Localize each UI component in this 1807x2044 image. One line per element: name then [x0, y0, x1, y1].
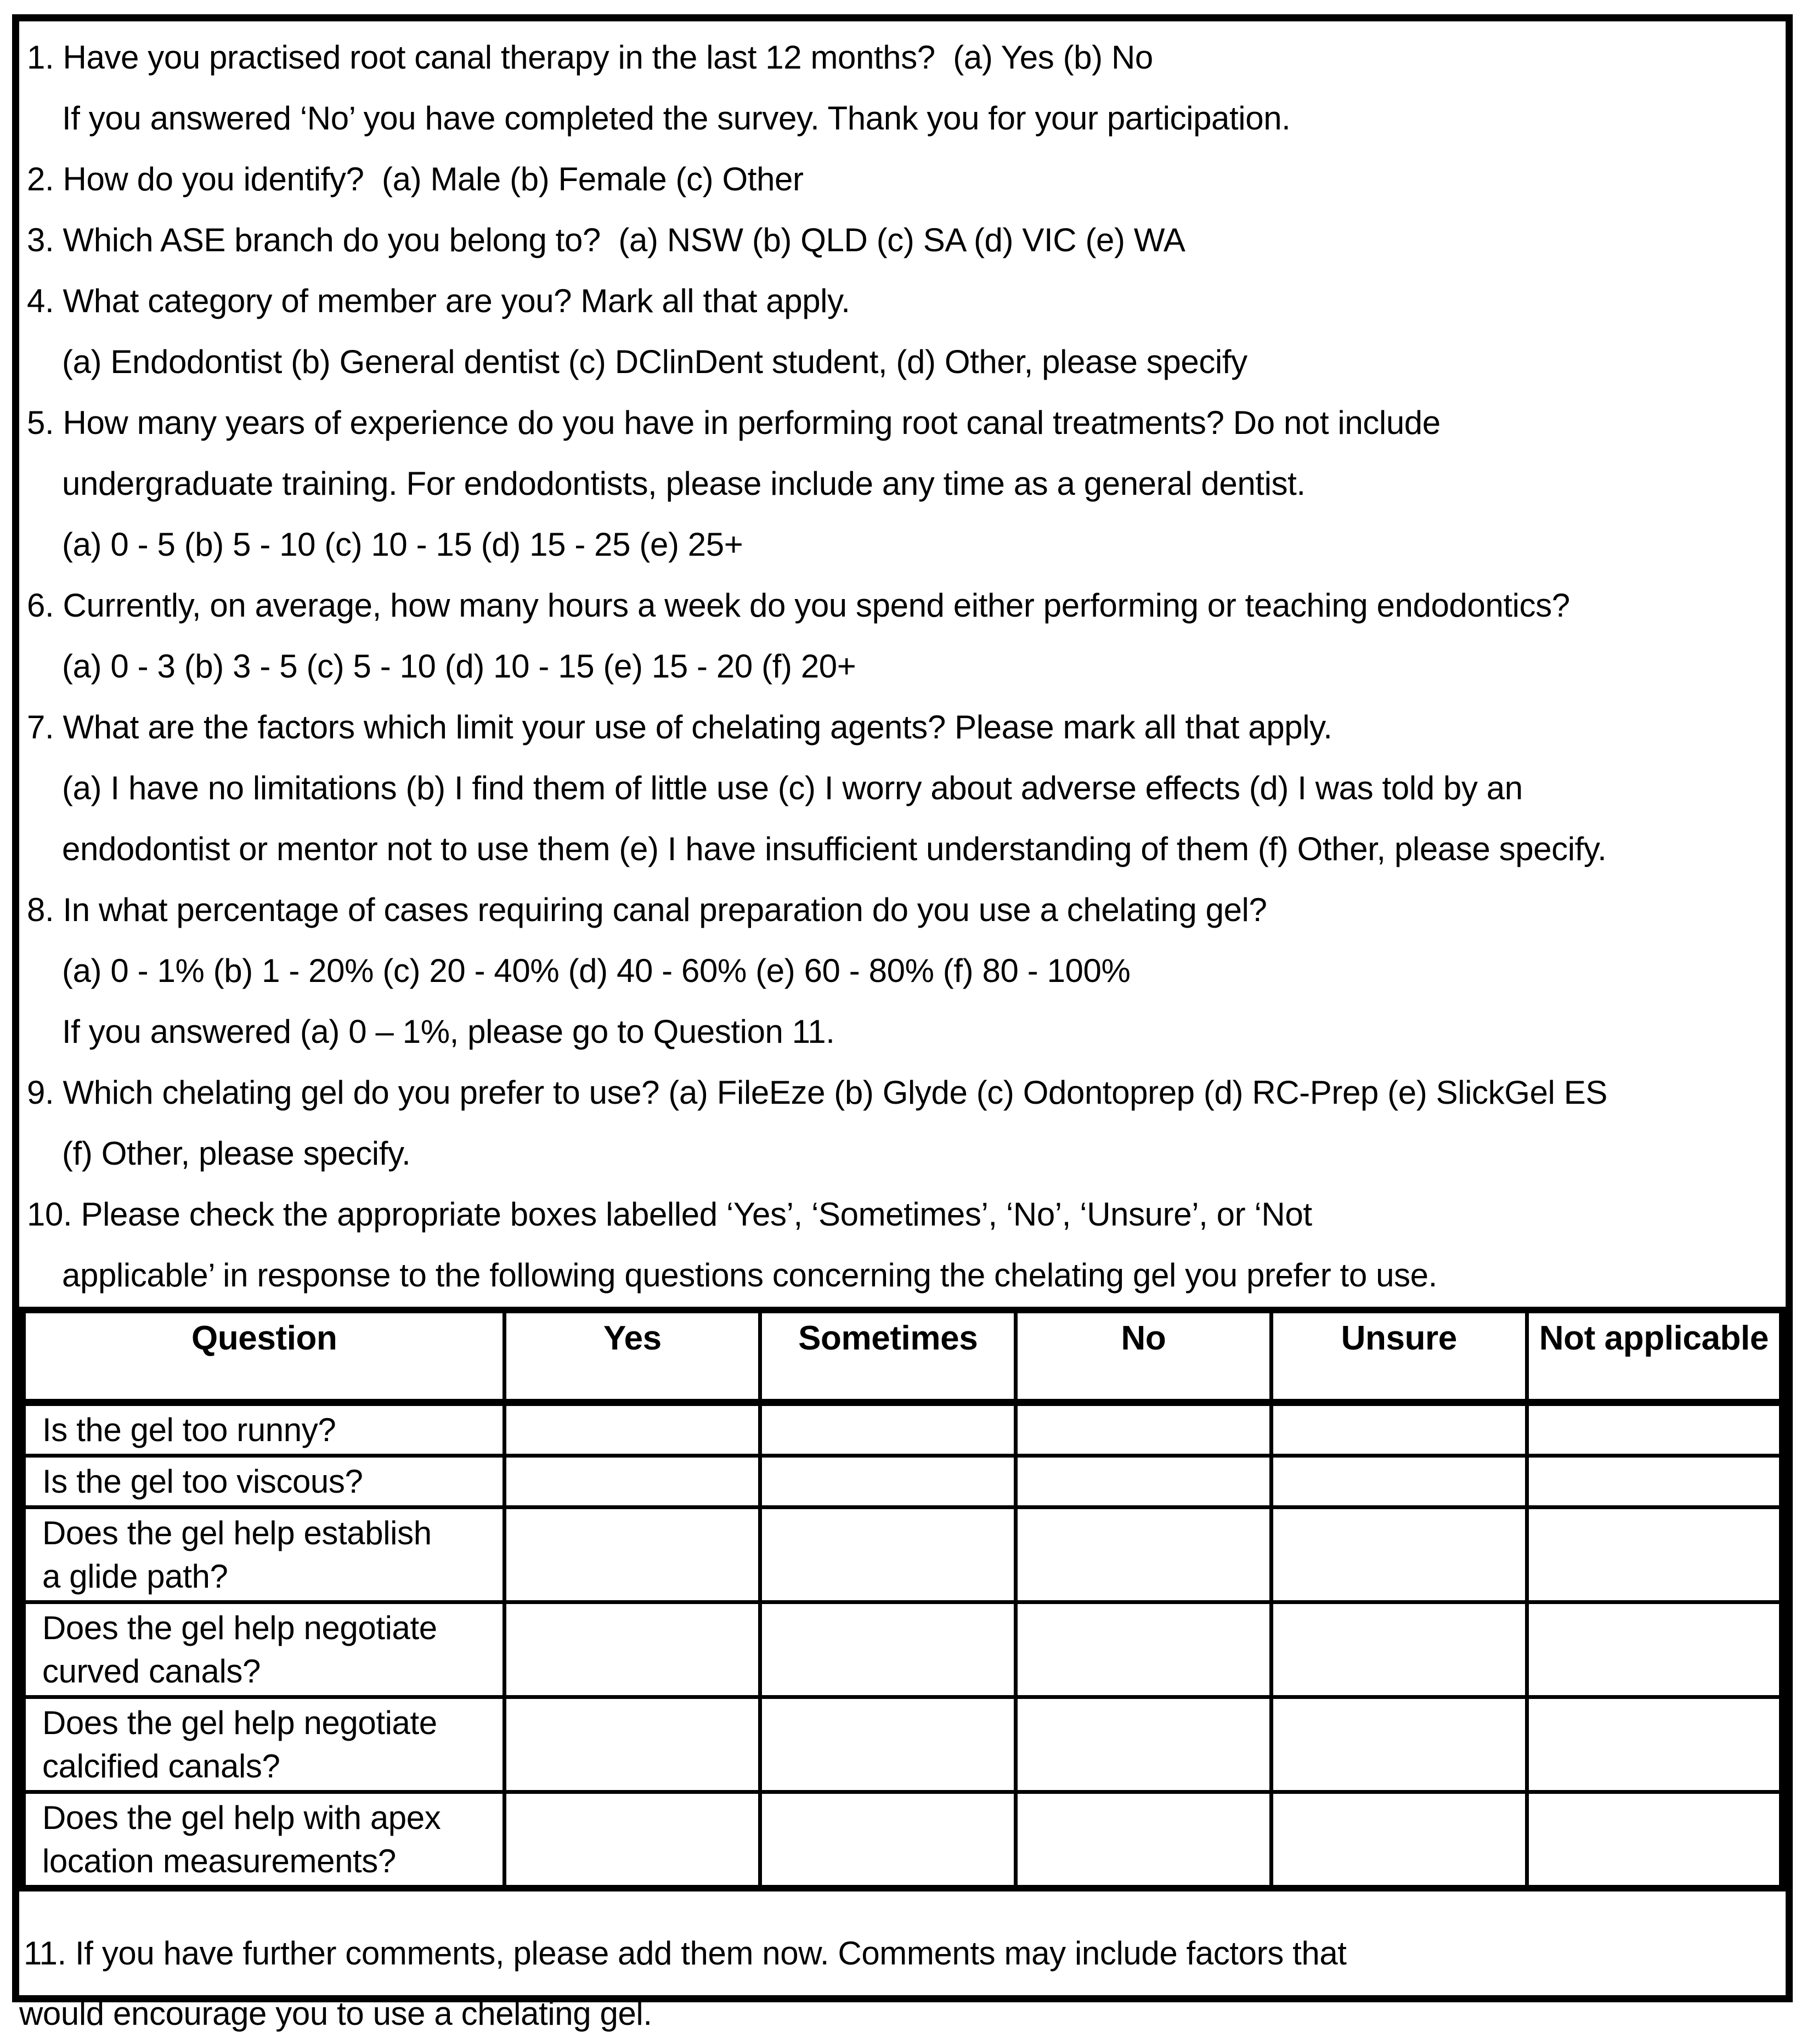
question-7-options-line-1: (a) I have no limitations (b) I find them of little use (c) I worry about adverse effects (d) I was told by an	[62, 770, 1523, 806]
response-cell-yes[interactable]	[505, 1403, 760, 1456]
question-3-line: 3. Which ASE branch do you belong to? (a) NSW (b) QLD (c) SA (d) VIC (e) WA	[27, 222, 1185, 258]
question-8-skip-note-line: If you answered (a) 0 – 1%, please go to Question 11.	[62, 1013, 835, 1050]
question-1-line: 1. Have you practised root canal therapy in the last 12 months? (a) Yes (b) No	[27, 39, 1153, 76]
table-question-cell: Does the gel help establish a glide path?	[22, 1507, 505, 1602]
comments-section	[19, 1923, 1786, 2044]
question-10-line: 10. Please check the appropriate boxes labelled ‘Yes’, ‘Sometimes’, ‘No’, ‘Unsure’, or ‘Not	[27, 1196, 1312, 1233]
table-row	[22, 1697, 1782, 1792]
response-cell-no[interactable]	[1016, 1697, 1272, 1792]
question-5-line: 5. How many years of experience do you have in performing root canal treatments? Do not include	[27, 404, 1441, 441]
question-11-cont-line: would encourage you to use a chelating gel.	[19, 1995, 652, 2032]
response-cell-sometimes[interactable]	[760, 1456, 1016, 1507]
response-cell-unsure[interactable]	[1271, 1456, 1527, 1507]
response-cell-yes[interactable]	[505, 1507, 760, 1602]
table-question-cell: Is the gel too viscous?	[22, 1456, 505, 1507]
response-cell-not-applicable[interactable]	[1527, 1697, 1782, 1792]
response-cell-sometimes[interactable]	[760, 1792, 1016, 1889]
table-row	[22, 1602, 1782, 1697]
column-header-question: Question	[22, 1310, 505, 1403]
column-header-unsure: Unsure	[1271, 1310, 1527, 1403]
response-cell-not-applicable[interactable]	[1527, 1403, 1782, 1456]
question-2-line: 2. How do you identify? (a) Male (b) Female (c) Other	[27, 161, 804, 197]
question-4-options-line: (a) Endodontist (b) General dentist (c) DClinDent student, (d) Other, please specify	[62, 343, 1247, 380]
question-6-options-line: (a) 0 - 3 (b) 3 - 5 (c) 5 - 10 (d) 10 - 15 (e) 15 - 20 (f) 20+	[62, 648, 856, 685]
question-9-line: 9. Which chelating gel do you prefer to use? (a) FileEze (b) Glyde (c) Odontoprep (d) RC-Prep (e) SlickGel ES	[27, 1074, 1607, 1111]
response-cell-yes[interactable]	[505, 1697, 760, 1792]
table-question-cell: Does the gel help with apex location measurements?	[22, 1792, 505, 1889]
table-row	[22, 1456, 1782, 1507]
response-cell-no[interactable]	[1016, 1403, 1272, 1456]
survey-page	[12, 14, 1793, 2032]
response-cell-sometimes[interactable]	[760, 1697, 1016, 1792]
gel-response-table	[19, 1307, 1786, 1891]
question-5-options-line: (a) 0 - 5 (b) 5 - 10 (c) 10 - 15 (d) 15 - 25 (e) 25+	[62, 526, 743, 563]
response-cell-sometimes[interactable]	[760, 1403, 1016, 1456]
response-cell-no[interactable]	[1016, 1507, 1272, 1602]
response-cell-yes[interactable]	[505, 1602, 760, 1697]
table-row	[22, 1507, 1782, 1602]
response-cell-unsure[interactable]	[1271, 1507, 1527, 1602]
response-cell-no[interactable]	[1016, 1792, 1272, 1889]
question-7-line: 7. What are the factors which limit your use of chelating agents? Please mark all that apply.	[27, 709, 1332, 746]
column-header-not-applicable: Not applicable	[1527, 1310, 1782, 1403]
response-cell-not-applicable[interactable]	[1527, 1792, 1782, 1889]
response-cell-not-applicable[interactable]	[1527, 1602, 1782, 1697]
question-5-cont-line: undergraduate training. For endodontists, please include any time as a general dentist.	[62, 465, 1306, 502]
question-6-line: 6. Currently, on average, how many hours a week do you spend either performing or teaching endodontics?	[27, 587, 1570, 624]
question-10-cont-line: applicable’ in response to the following questions concerning the chelating gel you prefer to use.	[62, 1257, 1437, 1294]
question-9-options-line: (f) Other, please specify.	[62, 1135, 411, 1172]
table-question-cell: Does the gel help negotiate curved canals?	[22, 1602, 505, 1697]
response-cell-unsure[interactable]	[1271, 1792, 1527, 1889]
response-cell-sometimes[interactable]	[760, 1602, 1016, 1697]
column-header-yes: Yes	[505, 1310, 760, 1403]
response-cell-no[interactable]	[1016, 1602, 1272, 1697]
response-cell-yes[interactable]	[505, 1792, 760, 1889]
response-cell-not-applicable[interactable]	[1527, 1507, 1782, 1602]
question-1-note-line: If you answered ‘No’ you have completed the survey. Thank you for your participation.	[62, 100, 1291, 137]
table-row	[22, 1792, 1782, 1889]
question-8-options-line: (a) 0 - 1% (b) 1 - 20% (c) 20 - 40% (d) 40 - 60% (e) 60 - 80% (f) 80 - 100%	[62, 952, 1131, 989]
question-11-line: 11. If you have further comments, please add them now. Comments may include factors that	[24, 1935, 1347, 1972]
table-row	[22, 1403, 1782, 1456]
column-header-sometimes: Sometimes	[760, 1310, 1016, 1403]
response-cell-sometimes[interactable]	[760, 1507, 1016, 1602]
question-8-line: 8. In what percentage of cases requiring canal preparation do you use a chelating gel?	[27, 891, 1267, 928]
table-question-cell: Is the gel too runny?	[22, 1403, 505, 1456]
question-4-line: 4. What category of member are you? Mark all that apply.	[27, 283, 850, 319]
response-cell-unsure[interactable]	[1271, 1697, 1527, 1792]
question-section	[19, 21, 1786, 1306]
response-cell-not-applicable[interactable]	[1527, 1456, 1782, 1507]
table-question-cell: Does the gel help negotiate calcified canals?	[22, 1697, 505, 1792]
table-header-row	[22, 1310, 1782, 1403]
response-cell-yes[interactable]	[505, 1456, 760, 1507]
column-header-no: No	[1016, 1310, 1272, 1403]
response-cell-unsure[interactable]	[1271, 1403, 1527, 1456]
question-7-options-line-2: endodontist or mentor not to use them (e) I have insufficient understanding of them (f) Other, please specify.	[62, 831, 1607, 867]
response-cell-unsure[interactable]	[1271, 1602, 1527, 1697]
response-cell-no[interactable]	[1016, 1456, 1272, 1507]
